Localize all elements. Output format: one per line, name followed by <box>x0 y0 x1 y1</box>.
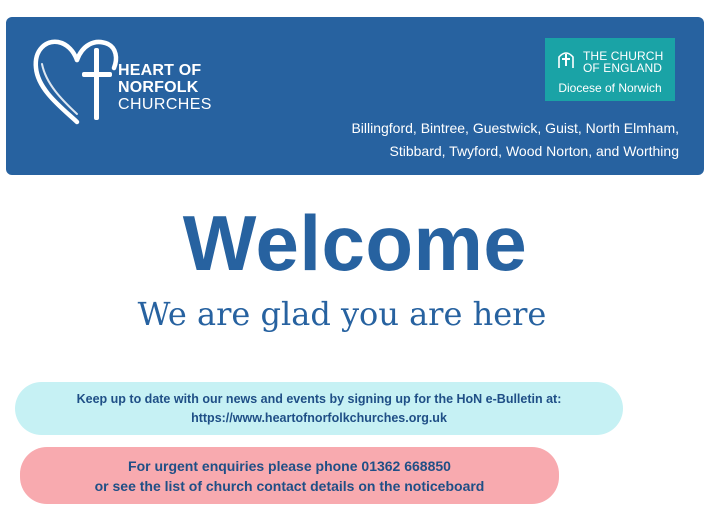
urgent-noticeboard-text: or see the list of church contact details on the noticeboard <box>94 477 485 494</box>
bulletin-text: Keep up to date with our news and events by signing up for the HoN e-Bulletin at: <box>76 391 562 406</box>
urgent-notice <box>20 447 559 504</box>
logo-line-3: CHURCHES <box>118 96 212 113</box>
logo-line-1: HEART OF <box>118 62 202 79</box>
logo-line-2: NORFOLK <box>118 79 199 96</box>
bulletin-url: https://www.heartofnorfolkchurches.org.uk <box>191 410 447 425</box>
coe-line-2: OF ENGLAND <box>583 61 663 75</box>
page-subtitle: We are glad you are here <box>137 295 547 333</box>
village-line-2: Stibbard, Twyford, Wood Norton, and Worthing <box>389 143 679 159</box>
bulletin-notice <box>15 382 623 435</box>
heart-cross-icon <box>32 34 122 126</box>
village-list <box>351 117 679 163</box>
page-title: Welcome <box>182 199 528 287</box>
urgent-phone-text: For urgent enquiries please phone 01362 668850 <box>128 457 451 474</box>
village-line-1: Billingford, Bintree, Guestwick, Guist, North Elmham, <box>351 120 679 136</box>
church-cross-icon <box>555 48 577 70</box>
coe-line-1: THE CHURCH <box>583 49 664 63</box>
church-of-england-badge <box>545 38 675 101</box>
coe-diocese: Diocese of Norwich <box>558 81 662 95</box>
logo-wordmark <box>118 62 212 113</box>
